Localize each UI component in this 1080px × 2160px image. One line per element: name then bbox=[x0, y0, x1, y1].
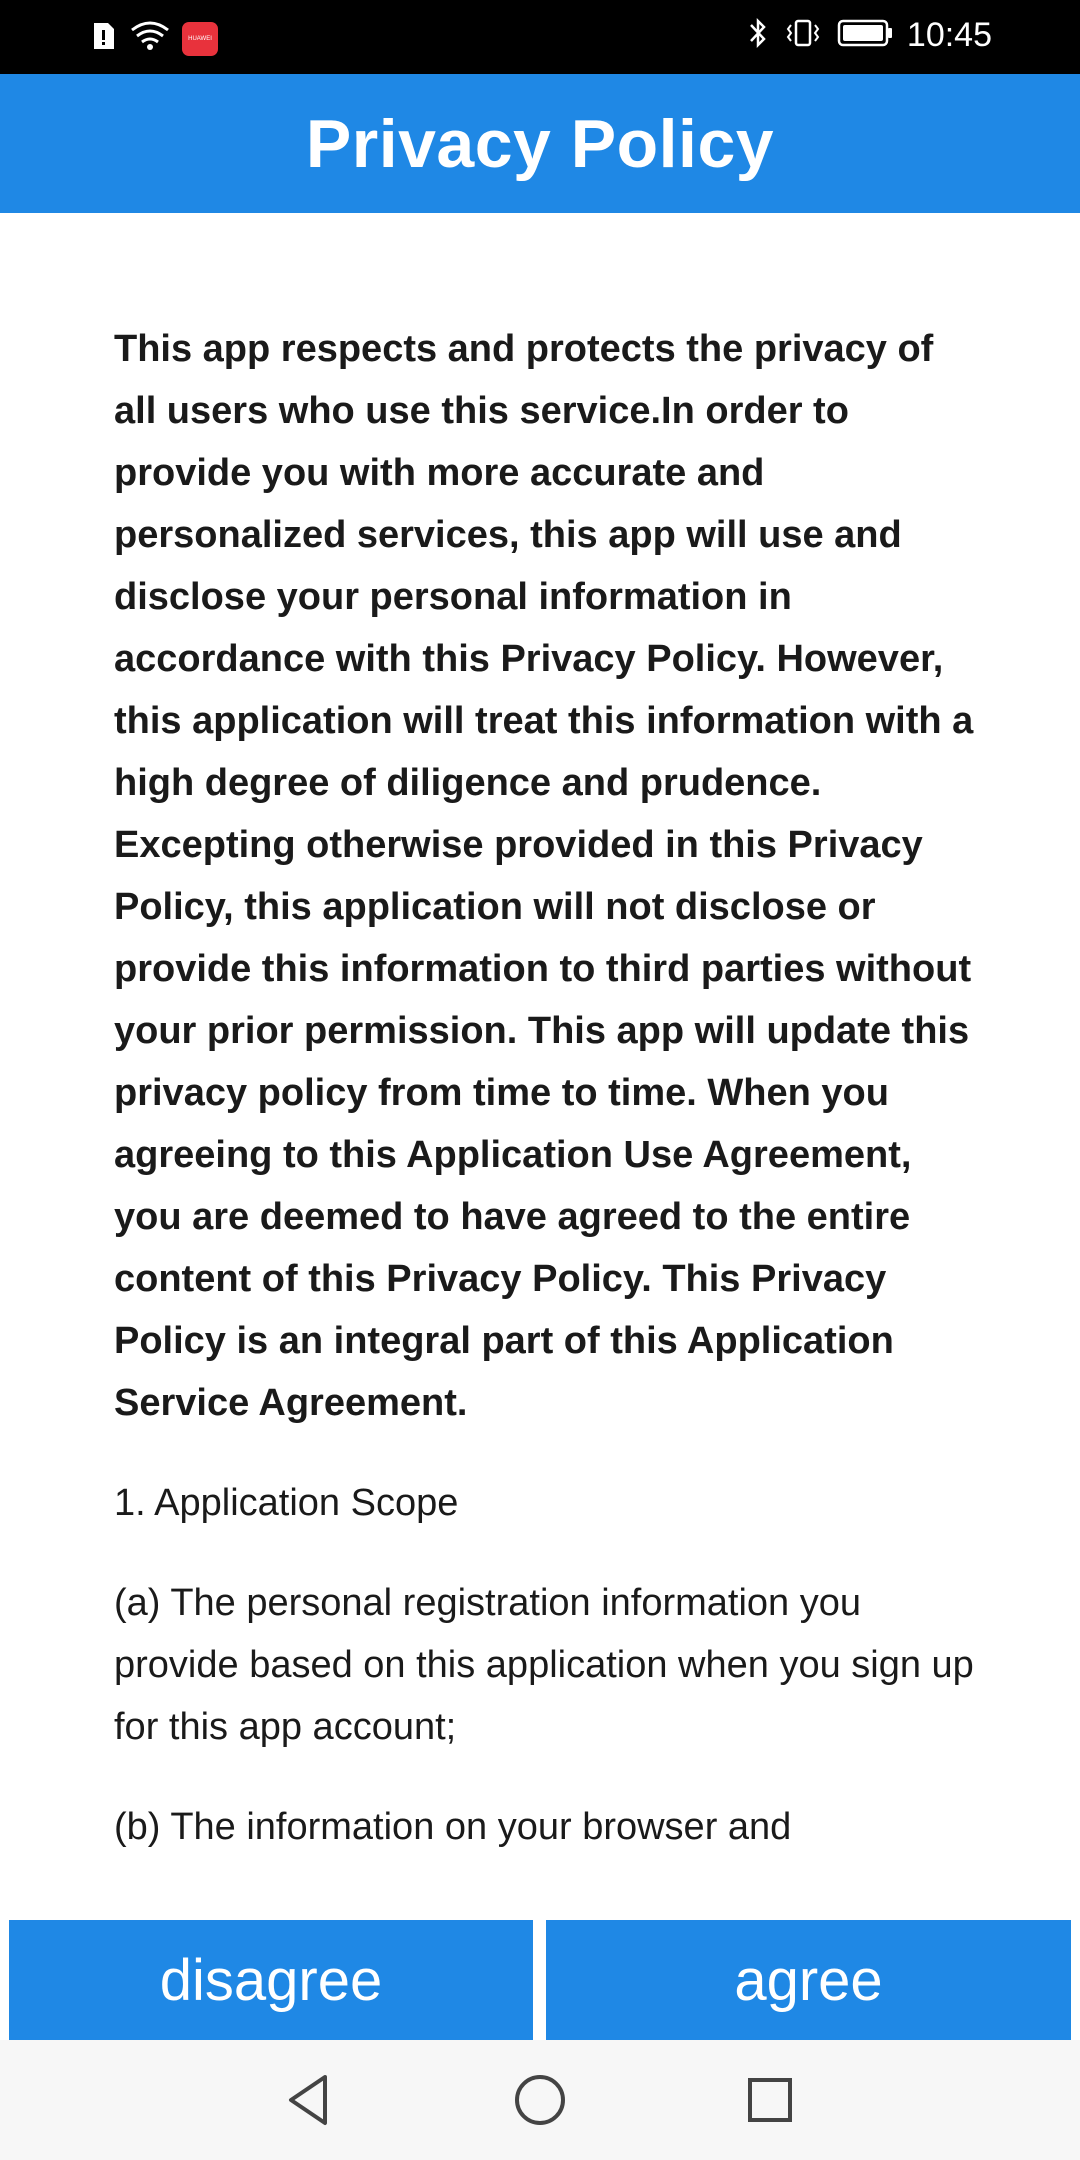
disagree-button[interactable]: disagree bbox=[9, 1920, 533, 2040]
policy-content[interactable] bbox=[114, 318, 974, 1918]
status-left bbox=[88, 20, 218, 57]
app-gallery-icon bbox=[182, 22, 218, 56]
app-badge-label: HUAWEI bbox=[188, 35, 212, 42]
policy-item-b: (b) The information on your browser and bbox=[114, 1806, 792, 1848]
nav-bar bbox=[0, 2040, 1080, 2160]
policy-intro: This app respects and protects the privacy of all users who use this service.In order to provide you with more accurate and personalized services, this app will use and disclose your personal information in accordance with this Privacy Policy. However, this application will treat this information with a high degree of diligence and prudence. Excepting otherwise provided in this Privacy Policy, this application will not disclose or provide this information to third parties without your prior permission. This app will update this privacy policy from time to time. When you agreeing to this Application Use Agreement, you are deemed to have agreed to the entire content of this Privacy Policy. This Privacy Policy is an integral part of this Application Service Agreement. bbox=[114, 328, 974, 1424]
app-header bbox=[0, 74, 1080, 213]
agree-button[interactable]: agree bbox=[546, 1920, 1071, 2040]
battery-icon bbox=[837, 18, 893, 53]
status-time: 10:45 bbox=[906, 16, 992, 54]
recents-icon[interactable] bbox=[740, 2070, 800, 2130]
home-icon[interactable] bbox=[510, 2070, 570, 2130]
vibrate-icon bbox=[783, 16, 823, 55]
section-1-title: 1. Application Scope bbox=[114, 1482, 459, 1524]
back-icon[interactable] bbox=[278, 2070, 338, 2130]
page-title: Privacy Policy bbox=[305, 105, 775, 182]
status-bar bbox=[0, 0, 1080, 74]
status-right bbox=[747, 16, 992, 55]
wifi-icon bbox=[130, 20, 170, 57]
alert-icon bbox=[88, 21, 118, 56]
policy-item-a: (a) The personal registration information you provide based on this application when you sign up for this app account; bbox=[114, 1582, 974, 1748]
bluetooth-icon bbox=[747, 16, 769, 55]
